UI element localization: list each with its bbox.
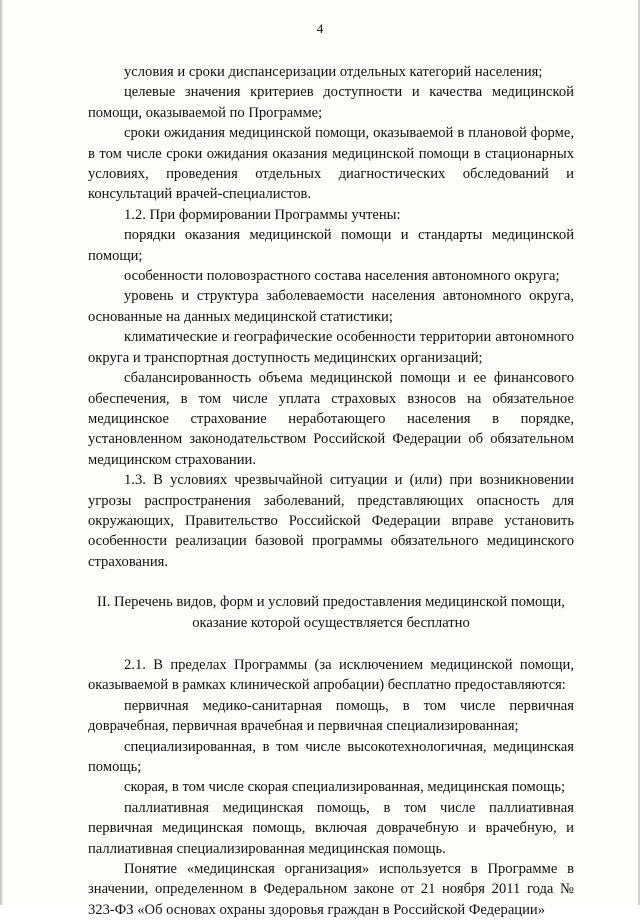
paragraph: условия и сроки диспансеризации отдельных категорий населения;	[124, 64, 543, 80]
paragraph: паллиативная медицинская помощь, в том числе паллиативная первичная медицинская помощь, включая доврачебную и врачебную, и паллиативная специализированная медицинская помощь.	[88, 799, 574, 857]
page-number: 4	[316, 21, 324, 36]
paragraph: 2.1. В пределах Программы (за исключением медицинской помощи, оказываемой в рамках клинической апробации) бесплатно предоставляются:	[88, 656, 574, 694]
scan-edge-left	[0, 0, 3, 905]
paragraph: климатические и географические особенности территории автономного округа и транспортная доступность медицинских организаций;	[88, 329, 574, 366]
paragraph: сбалансированность объема медицинской помощи и ее финансового обеспечения, в том числе уплата страховых взносов на обязательное медицинское страхование неработающего населения в порядке, установленном законодательством Российской Федерации об обязательном медицинском страховании.	[88, 370, 574, 468]
section-heading-line: II. Перечень видов, форм и условий предоставления медицинской помощи,	[97, 594, 565, 611]
section-heading	[88, 592, 574, 633]
paragraph: первичная медико-санитарная помощь, в том числе первичная доврачебная, первичная врачебная и первичная специализированная;	[88, 697, 574, 735]
section-heading-line: оказание которой осуществляется бесплатно	[192, 614, 470, 631]
paragraph: 1.3. В условиях чрезвычайной ситуации и (или) при возникновении угрозы распространения заболеваний, представляющих опасность для окружающих, Правительство Российской Федерации вправе установить особенности реализации базовой программы обязательного медицинского страхования.	[88, 472, 574, 570]
paragraph: скорая, в том числе скорая специализированная, медицинская помощь;	[124, 779, 566, 796]
paragraph: 1.2. При формировании Программы учтены:	[124, 206, 401, 223]
paragraph: уровень и структура заболеваемости населения автономного округа, основанные на данных медицинской статистики;	[88, 288, 574, 325]
document-body	[88, 62, 574, 920]
paragraph: Понятие «медицинская организация» используется в Программе в значении, определенном в Федеральном законе от 21 ноября 2011 года № 323-ФЗ «Об основах охраны здоровья граждан в Российской Федерации»	[88, 861, 574, 918]
paragraph: целевые значения критериев доступности и качества медицинской помощи, оказываемой по Программе;	[88, 84, 574, 121]
paragraph: порядки оказания медицинской помощи и стандарты медицинской помощи;	[88, 227, 574, 264]
paragraph: специализированная, в том числе высокотехнологичная, медицинская помощь;	[88, 738, 574, 775]
paragraph: особенности половозрастного состава населения автономного округа;	[124, 268, 560, 285]
paragraph: сроки ожидания медицинской помощи, оказываемой в плановой форме, в том числе сроки ожидания оказания медицинской помощи в стационарных условиях, проведения отдельных диагностических обследований и консультаций врачей-специалистов.	[88, 125, 574, 203]
